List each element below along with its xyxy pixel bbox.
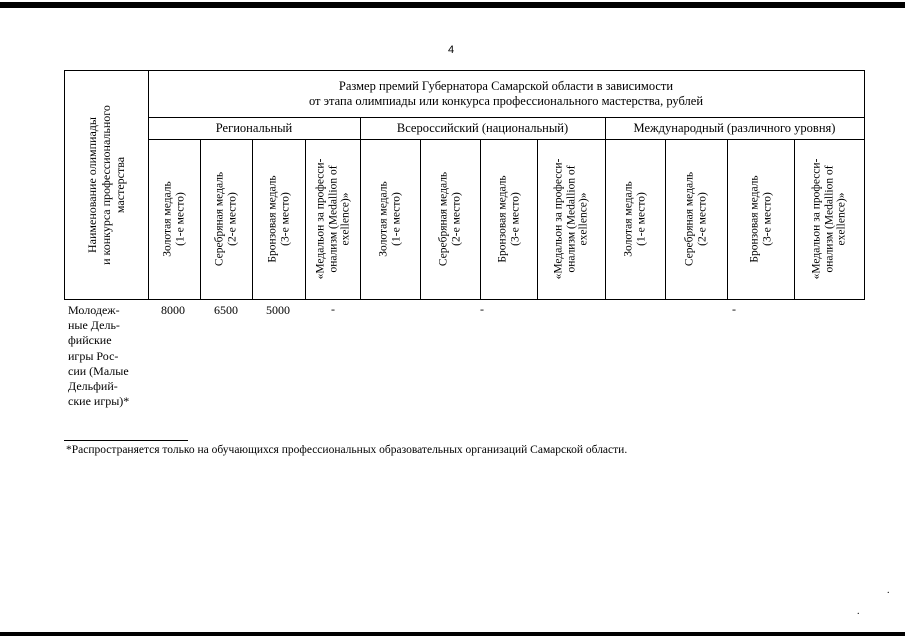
column-header (684, 172, 709, 266)
table-border-bottom (64, 299, 865, 300)
column-header-line: (2-е место) (450, 192, 462, 246)
column-divider (794, 139, 795, 299)
value-regional-bronze: 5000 (266, 303, 290, 317)
column-header-line: Серебряная медаль (213, 171, 226, 267)
column-divider (305, 139, 306, 299)
table-border-right (864, 70, 865, 299)
column-header-line: (3-е место) (278, 192, 291, 246)
column-divider (420, 139, 421, 299)
name-line: сии (Малые (68, 363, 129, 378)
column-header-line: (2-е место) (696, 192, 708, 246)
name-line: ные Дель- (68, 318, 120, 333)
scan-mark: . (857, 606, 860, 617)
column-header-line: Золотая медаль (622, 181, 635, 257)
value-regional-medallion: - (331, 302, 335, 316)
column-header (162, 181, 187, 256)
group-label: Международный (различного уровня) (633, 121, 836, 135)
column-header (748, 175, 773, 262)
column-header-line: Серебряная медаль (437, 171, 450, 267)
column-header-line: exellence)» (835, 192, 848, 246)
group-column-divider (605, 117, 606, 299)
name-line: Дельфий- (68, 379, 118, 394)
olympiad-name-cell (68, 303, 146, 409)
footnote-rule (64, 440, 188, 441)
column-header (552, 159, 590, 280)
column-header-line: Бронзовая медаль (748, 175, 760, 263)
column-divider (480, 139, 481, 299)
column-header (266, 175, 291, 262)
name-line: Молодеж- (68, 303, 120, 317)
row-header-line: и конкурса профессионального (99, 104, 113, 265)
header-divider (148, 117, 864, 118)
column-header-line: (1-е место) (174, 192, 186, 246)
column-header-line: Бронзовая медаль (266, 175, 278, 263)
column-header-line: exellence)» (577, 192, 590, 246)
column-divider (727, 139, 728, 299)
column-header-line: Золотая медаль (377, 181, 390, 257)
column-header-line: (3-е место) (760, 192, 773, 246)
column-header-line: онализм (Medallion of (564, 165, 577, 273)
column-divider (252, 139, 253, 299)
table-border-left (64, 70, 65, 299)
column-header-line: (1-е место) (390, 192, 402, 246)
column-header-line: exellence)» (338, 192, 351, 246)
top-border-bar (0, 2, 905, 8)
column-header-line: (2-е место) (226, 192, 238, 246)
column-header (378, 181, 403, 256)
value-national: - (480, 302, 484, 316)
column-divider (200, 139, 201, 299)
column-header-line: Золотая медаль (161, 181, 174, 257)
column-header (438, 172, 463, 266)
row-header-line: мастерства (113, 156, 127, 213)
page-number: 4 (448, 44, 455, 56)
footnote: *Распространяется только на обучающихся профессиональных образовательных организаций Самарской области. (66, 444, 628, 456)
column-header-line: Серебряная медаль (683, 171, 696, 267)
name-line: ские игры)* (68, 394, 130, 409)
column-divider (665, 139, 666, 299)
row-header-line: Наименование олимпиады (85, 116, 99, 253)
column-header-line: «Медальон за професси- (552, 158, 565, 280)
column-header-line: «Медальон за професси- (313, 158, 326, 280)
value-regional-gold: 8000 (161, 303, 185, 317)
main-header-line: Размер премий Губернатора Самарской области в зависимости (338, 79, 674, 93)
group-column-divider (360, 117, 361, 299)
group-label: Региональный (215, 121, 293, 135)
column-header (496, 175, 521, 262)
group-divider (148, 139, 864, 140)
column-header (623, 181, 648, 256)
main-header-line: от этапа олимпиады или конкурса профессионального мастерства, рублей (308, 94, 704, 108)
main-header (148, 79, 864, 109)
scan-mark: . (887, 585, 890, 596)
column-header-line: (3-е место) (508, 192, 521, 246)
column-header-line: онализм (Medallion of (822, 165, 835, 273)
group-label: Всероссийский (национальный) (396, 121, 569, 135)
column-divider (537, 139, 538, 299)
column-header (810, 159, 848, 280)
bottom-border-bar (0, 632, 905, 636)
column-header-line: Бронзовая медаль (496, 175, 508, 263)
column-header-line: онализм (Medallion of (326, 165, 339, 273)
name-line: фийские (68, 333, 112, 348)
value-international: - (732, 302, 736, 316)
table-border-top (64, 70, 864, 71)
column-header (314, 159, 352, 280)
value-regional-silver: 6500 (214, 303, 238, 317)
row-header (85, 105, 127, 265)
column-header-line: (1-е место) (635, 192, 647, 246)
column-header-line: «Медальон за професси- (810, 158, 823, 280)
column-header (214, 172, 239, 266)
name-line: игры Рос- (68, 348, 119, 363)
